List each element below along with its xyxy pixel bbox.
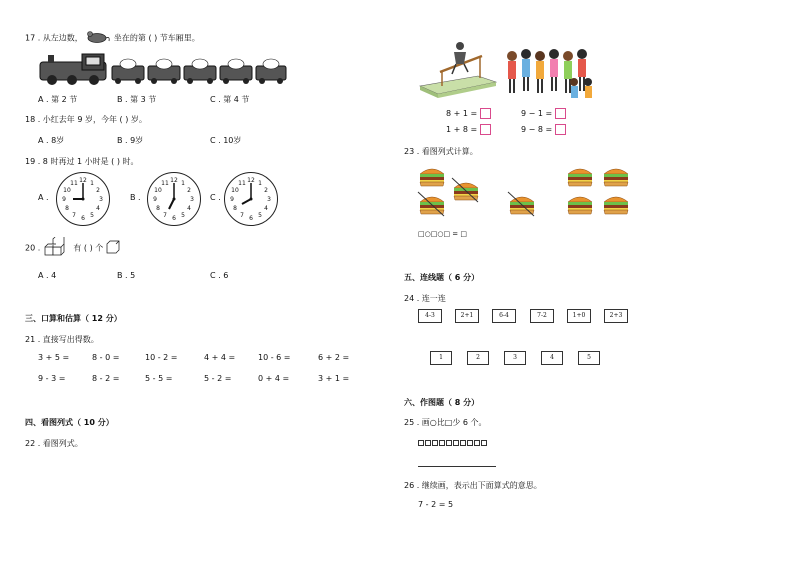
svg-text:10: 10 <box>63 187 71 194</box>
q18-option-b[interactable]: B . 9岁 <box>117 136 144 145</box>
svg-text:9: 9 <box>153 196 157 203</box>
calc-9: 5 - 5 = <box>145 374 173 383</box>
calc-6: 6 + 2 = <box>318 353 350 362</box>
calc-12: 3 + 1 = <box>318 374 350 383</box>
svg-text:12: 12 <box>79 177 87 184</box>
single-cube-icon <box>106 240 120 256</box>
q24-stem: 24 . 连一连 <box>404 294 446 303</box>
square-icon <box>453 440 459 446</box>
seesaw-illustration <box>418 38 498 104</box>
svg-text:6: 6 <box>81 215 85 222</box>
match-card-bottom[interactable]: 5 <box>578 351 600 365</box>
q17-option-b[interactable]: B . 第 3 节 <box>117 95 157 104</box>
q23-stem: 23 . 看图列式计算。 <box>404 147 478 156</box>
children-group-illustration <box>502 44 594 108</box>
svg-text:12: 12 <box>247 177 255 184</box>
q17-option-c[interactable]: C . 第 4 节 <box>210 95 250 104</box>
q20-option-b[interactable]: B . 5 <box>117 271 136 280</box>
clock-icon-a <box>56 172 110 226</box>
square-icon <box>460 440 466 446</box>
svg-text:3: 3 <box>190 196 194 203</box>
match-card-bottom[interactable]: 1 <box>430 351 452 365</box>
calc-11: 0 + 4 = <box>258 374 290 383</box>
match-card-top[interactable]: 2+1 <box>455 309 479 323</box>
svg-text:8: 8 <box>233 205 237 212</box>
svg-text:5: 5 <box>258 212 262 219</box>
q20-option-a[interactable]: A . 4 <box>38 271 57 280</box>
svg-text:4: 4 <box>96 205 100 212</box>
square-icon <box>439 440 445 446</box>
svg-text:12: 12 <box>170 177 178 184</box>
q22-eq-d: 9 − 8 = <box>521 124 566 135</box>
calc-2: 8 - 0 = <box>92 353 120 362</box>
match-card-bottom[interactable]: 4 <box>541 351 563 365</box>
svg-text:10: 10 <box>231 187 239 194</box>
clock-icon-b <box>147 172 201 226</box>
svg-text:9: 9 <box>230 196 234 203</box>
svg-text:3: 3 <box>99 196 103 203</box>
svg-text:5: 5 <box>181 212 185 219</box>
svg-text:4: 4 <box>187 205 191 212</box>
q22-stem: 22 . 看图列式。 <box>25 439 83 448</box>
q19-option-a[interactable]: A . <box>38 193 49 202</box>
calc-10: 5 - 2 = <box>204 374 232 383</box>
q17-option-a[interactable]: A . 第 2 节 <box>38 95 78 104</box>
square-icon <box>481 440 487 446</box>
square-icon <box>474 440 480 446</box>
q19-option-b[interactable]: B . <box>130 193 141 202</box>
cube-stack-icon <box>43 237 71 259</box>
q25-stem: 25 . 画○比□少 6 个。 <box>404 418 487 427</box>
section-5-title: 五、连线题（ 6 分） <box>404 273 480 282</box>
q20-option-c[interactable]: C . 6 <box>210 271 229 280</box>
match-card-bottom[interactable]: 3 <box>504 351 526 365</box>
calc-3: 10 - 2 = <box>145 353 178 362</box>
svg-text:10: 10 <box>154 187 162 194</box>
match-card-top[interactable]: 1+0 <box>567 309 591 323</box>
match-card-top[interactable]: 6-4 <box>492 309 516 323</box>
calc-7: 9 - 3 = <box>38 374 66 383</box>
svg-text:2: 2 <box>96 187 100 194</box>
match-card-top[interactable]: 2+3 <box>604 309 628 323</box>
answer-box[interactable] <box>480 108 491 119</box>
answer-box[interactable] <box>480 124 491 135</box>
section-4-title: 四、看图列式（ 10 分） <box>25 418 114 427</box>
q18-option-a[interactable]: A . 8岁 <box>38 136 65 145</box>
svg-text:4: 4 <box>264 205 268 212</box>
square-icon <box>446 440 452 446</box>
q22-eq-a: 8 + 1 = <box>446 108 491 119</box>
svg-text:6: 6 <box>172 215 176 222</box>
svg-text:3: 3 <box>267 196 271 203</box>
clock-icon-c <box>224 172 278 226</box>
svg-text:11: 11 <box>161 180 169 187</box>
svg-text:11: 11 <box>70 180 78 187</box>
svg-text:8: 8 <box>65 205 69 212</box>
square-icon <box>432 440 438 446</box>
svg-text:6: 6 <box>249 215 253 222</box>
calc-1: 3 + 5 = <box>38 353 70 362</box>
answer-box[interactable] <box>555 124 566 135</box>
train-illustration <box>38 52 288 88</box>
match-card-bottom[interactable]: 2 <box>467 351 489 365</box>
q22-eq-c: 1 + 8 = <box>446 124 491 135</box>
svg-text:1: 1 <box>181 180 185 187</box>
svg-text:2: 2 <box>264 187 268 194</box>
calc-5: 10 - 6 = <box>258 353 291 362</box>
match-card-top[interactable]: 7-2 <box>530 309 554 323</box>
square-icon <box>467 440 473 446</box>
section-6-title: 六、作图题（ 8 分） <box>404 398 480 407</box>
square-icon <box>418 440 424 446</box>
mouse-icon <box>85 31 111 45</box>
svg-text:11: 11 <box>238 180 246 187</box>
svg-text:8: 8 <box>156 205 160 212</box>
svg-text:7: 7 <box>163 212 167 219</box>
q23-equation: □○□○□ = □ <box>418 230 467 238</box>
svg-text:5: 5 <box>90 212 94 219</box>
q19-option-c[interactable]: C . <box>210 193 221 202</box>
svg-text:7: 7 <box>240 212 244 219</box>
hamburgers-illustration <box>416 162 642 224</box>
q22-eq-b: 9 − 1 = <box>521 108 566 119</box>
square-row <box>418 438 488 447</box>
calc-4: 4 + 4 = <box>204 353 236 362</box>
match-card-top[interactable]: 4-3 <box>418 309 442 323</box>
q19-stem: 19 . 8 时再过 1 小时是 ( ) 时。 <box>25 157 139 166</box>
q17-stem: 17 . 从左边数， 坐在的第 ( ) 节车厢里。 <box>25 31 200 45</box>
q26-equation: 7 - 2 = 5 <box>418 500 454 509</box>
svg-text:7: 7 <box>72 212 76 219</box>
section-3-title: 三、口算和估算（ 12 分） <box>25 314 122 323</box>
calc-8: 8 - 2 = <box>92 374 120 383</box>
q26-stem: 26 . 继续画，表示出下面算式的意思。 <box>404 481 542 490</box>
q18-option-c[interactable]: C . 10岁 <box>210 136 242 145</box>
answer-box[interactable] <box>555 108 566 119</box>
svg-text:2: 2 <box>187 187 191 194</box>
svg-text:9: 9 <box>62 196 66 203</box>
svg-text:1: 1 <box>90 180 94 187</box>
q21-stem: 21 . 直接写出得数。 <box>25 335 99 344</box>
q18-stem: 18 . 小红去年 9 岁，今年 ( ) 岁。 <box>25 115 147 124</box>
answer-line[interactable] <box>418 466 496 467</box>
square-icon <box>425 440 431 446</box>
q20-stem: 20 . 有 ( ) 个 <box>25 237 120 259</box>
svg-text:1: 1 <box>258 180 262 187</box>
